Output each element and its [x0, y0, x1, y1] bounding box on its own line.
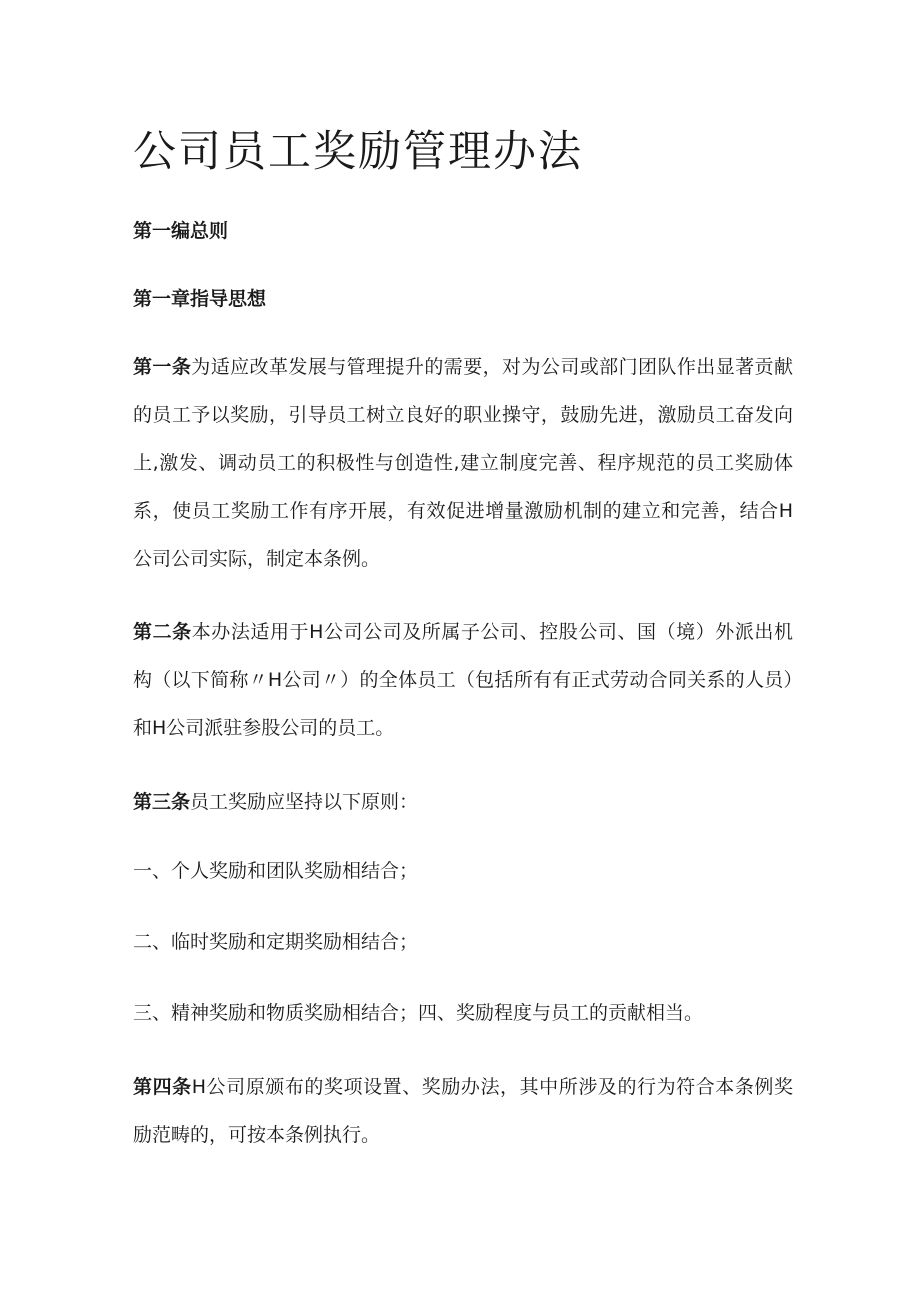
- principle-item: 三、精神奖励和物质奖励相结合；四、奖励程度与员工的贡献相当。: [133, 1002, 704, 1024]
- article-2-number: 第二条: [133, 621, 192, 643]
- chapter-heading: 第一章指导思想: [133, 288, 267, 310]
- article-3-number: 第三条: [133, 791, 191, 813]
- principle-item: 二、临时奖励和定期奖励相结合；: [133, 931, 419, 953]
- article-2: [133, 608, 793, 752]
- document-title: 公司员工奖励管理办法: [133, 127, 583, 177]
- article-4-text: H公司原颁布的奖项设置、奖励办法，其中所涉及的行为符合本条例奖励范畴的，可按本条例执行。: [133, 1076, 793, 1146]
- article-4: [133, 1063, 793, 1159]
- article-2-text: 本办法适用于H公司公司及所属子公司、控股公司、国（境）外派出机构（以下简称〃H公司〃）的全体员工（包括所有有正式劳动合同关系的人员）和H公司派驻参股公司的员工。: [133, 621, 793, 739]
- article-1: [133, 343, 793, 583]
- principle-item: 一、个人奖励和团队奖励相结合；: [133, 860, 419, 882]
- part-heading: 第一编总则: [133, 220, 229, 242]
- article-3-text: 员工奖励应坚持以下原则：: [190, 791, 419, 813]
- article-1-text: 为适应改革发展与管理提升的需要，对为公司或部门团队作出显著贡献的员工予以奖励，引导员工树立良好的职业操守，鼓励先进，激励员工奋发向上,激发、调动员工的积极性与创造性,建立制度完善、程序规范的员工奖励体系，使员工奖励工作有序开展，有效促进增量激励机制的建立和完善，结合H公司公司实际，制定本条例。: [133, 356, 793, 570]
- article-1-number: 第一条: [133, 356, 192, 378]
- article-4-number: 第四条: [133, 1076, 192, 1098]
- article-3: [133, 778, 793, 826]
